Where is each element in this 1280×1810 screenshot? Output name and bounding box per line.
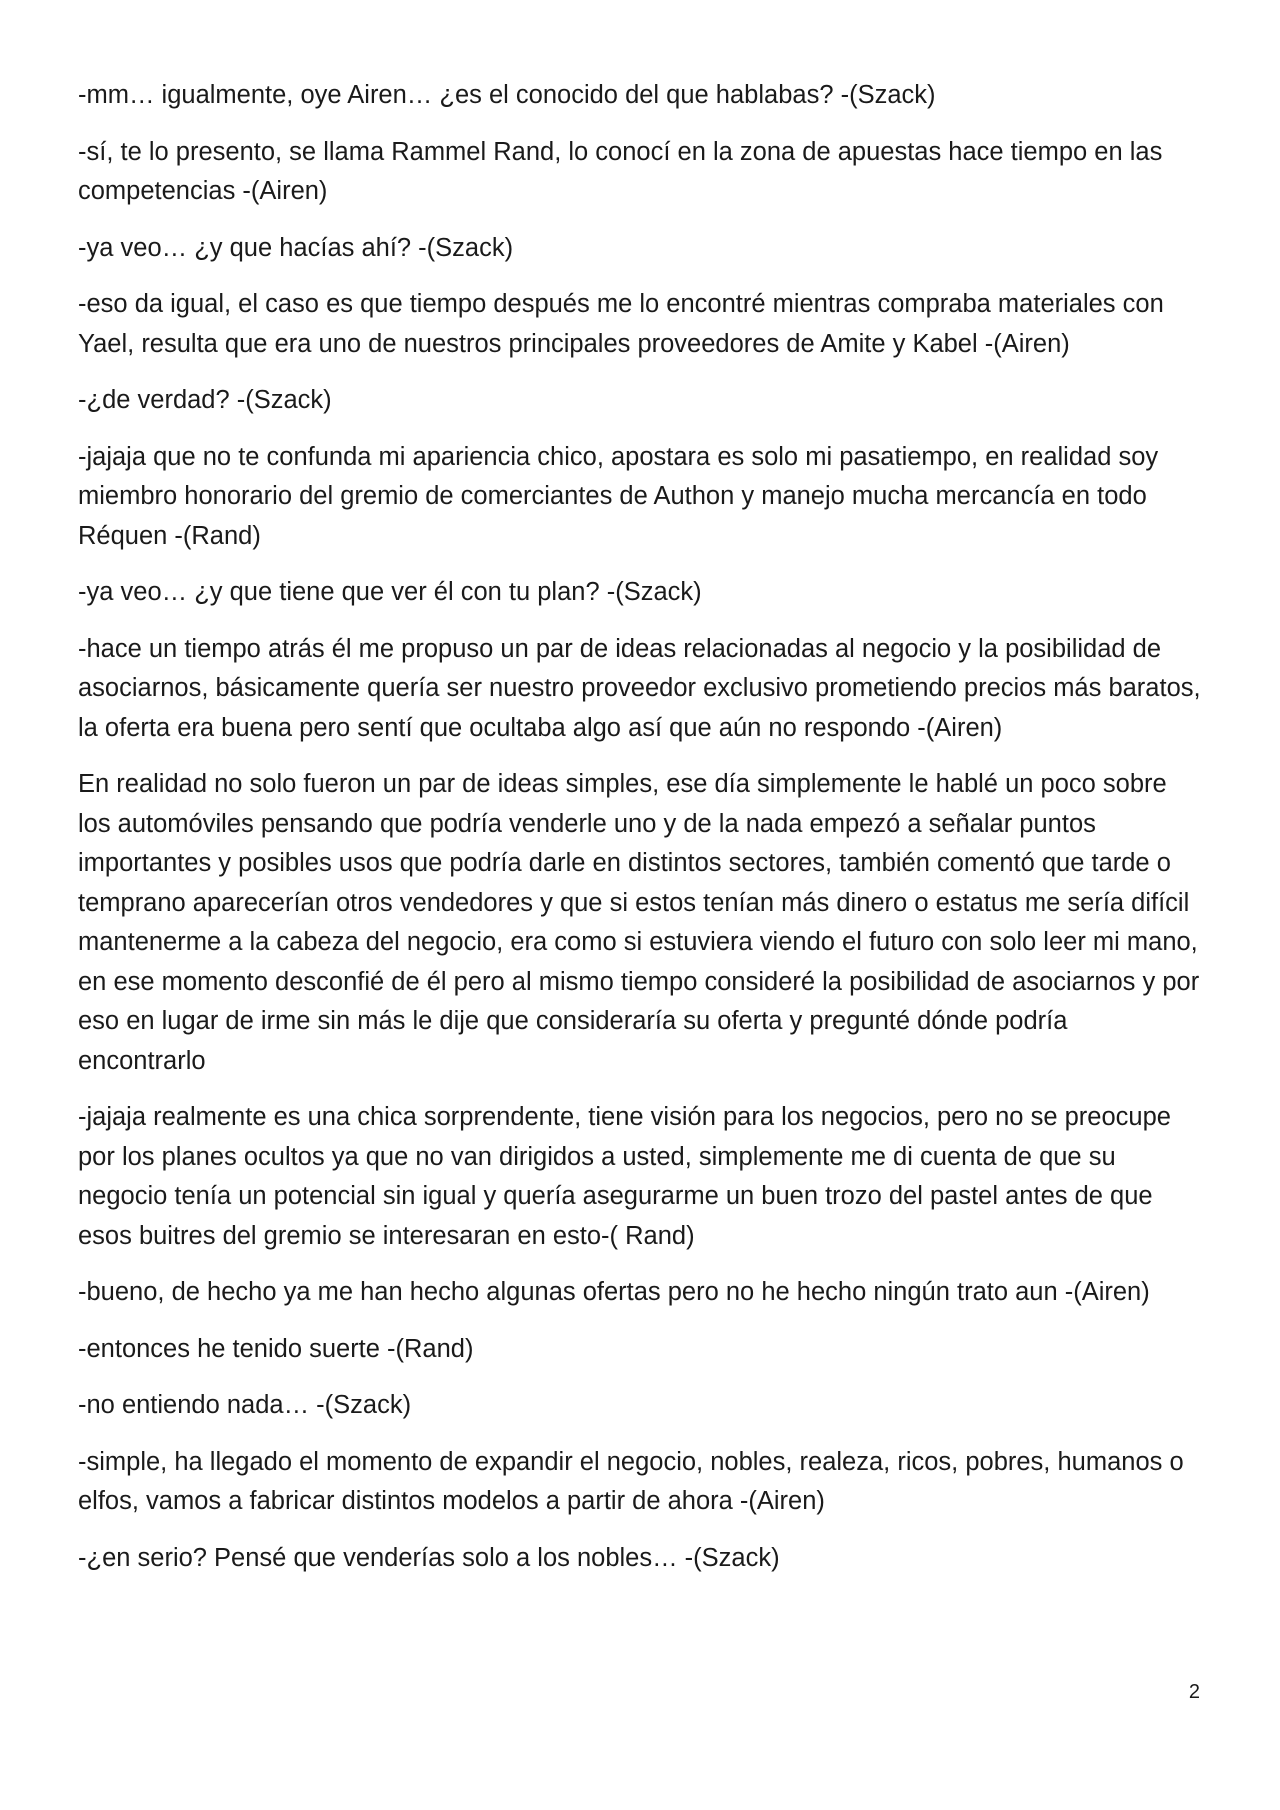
paragraph: -ya veo… ¿y que hacías ahí? -(Szack): [78, 233, 514, 262]
paragraph: -no entiendo nada… -(Szack): [78, 1391, 412, 1419]
paragraph: -¿de verdad? -(Szack): [78, 386, 332, 414]
paragraph: -jajaja realmente es una chica sorprendente, tiene visión para los negocios, pero no se preocupe por los planes ocultos ya que no van dirigidos a usted, simplemente me di cuenta de que su negocio tenía un potencial sin igual y quería asegurarme un buen trozo del pastel antes de que esos buitres del gremio se interesaran en esto-( Rand): [78, 1103, 1171, 1250]
paragraph: -bueno, de hecho ya me han hecho algunas ofertas pero no he hecho ningún trato aun -(Airen): [78, 1278, 1150, 1306]
paragraph: -¿en serio? Pensé que venderías solo a los nobles… -(Szack): [78, 1543, 780, 1572]
document-body: [78, 76, 1202, 1595]
paragraph: -ya veo… ¿y que tiene que ver él con tu plan? -(Szack): [78, 578, 702, 606]
paragraph: -simple, ha llegado el momento de expandir el negocio, nobles, realeza, ricos, pobres, humanos o elfos, vamos a fabricar distintos modelos a partir de ahora -(Airen): [78, 1447, 1184, 1515]
paragraph: -hace un tiempo atrás él me propuso un par de ideas relacionadas al negocio y la posibilidad de asociarnos, básicamente quería ser nuestro proveedor exclusivo prometiendo precios más baratos, la oferta era buena pero sentí que ocultaba algo así que aún no respondo -(Airen): [78, 634, 1201, 742]
paragraph: -entonces he tenido suerte -(Rand): [78, 1334, 474, 1363]
paragraph: -mm… igualmente, oye Airen… ¿es el conocido del que hablabas? -(Szack): [78, 81, 936, 109]
paragraph: -jajaja que no te confunda mi apariencia chico, apostara es solo mi pasatiempo, en realidad soy miembro honorario del gremio de comerciantes de Authon y manejo mucha mercancía en todo Réquen -(Rand): [78, 442, 1159, 550]
paragraph: -eso da igual, el caso es que tiempo después me lo encontré mientras compraba materiales con Yael, resulta que era uno de nuestros principales proveedores de Amite y Kabel -(Airen): [78, 290, 1164, 358]
paragraph: -sí, te lo presento, se llama Rammel Rand, lo conocí en la zona de apuestas hace tiempo en las competencias -(Airen): [78, 137, 1163, 205]
paragraph: En realidad no solo fueron un par de ideas simples, ese día simplemente le hablé un poco sobre los automóviles pensando que podría venderle uno y de la nada empezó a señalar puntos importantes y posibles usos que podría darle en distintos sectores, también comentó que tarde o temprano aparecerían otros vendedores y que si estos tenían más dinero o estatus me sería difícil mantenerme a la cabeza del negocio, era como si estuviera viendo el futuro con solo leer mi mano, en ese momento desconfié de él pero al mismo tiempo consideré la posibilidad de asociarnos y por eso en lugar de irme sin más le dije que consideraría su oferta y pregunté dónde podría encontrarlo: [78, 770, 1200, 1075]
page-number: 2: [1188, 1681, 1200, 1703]
